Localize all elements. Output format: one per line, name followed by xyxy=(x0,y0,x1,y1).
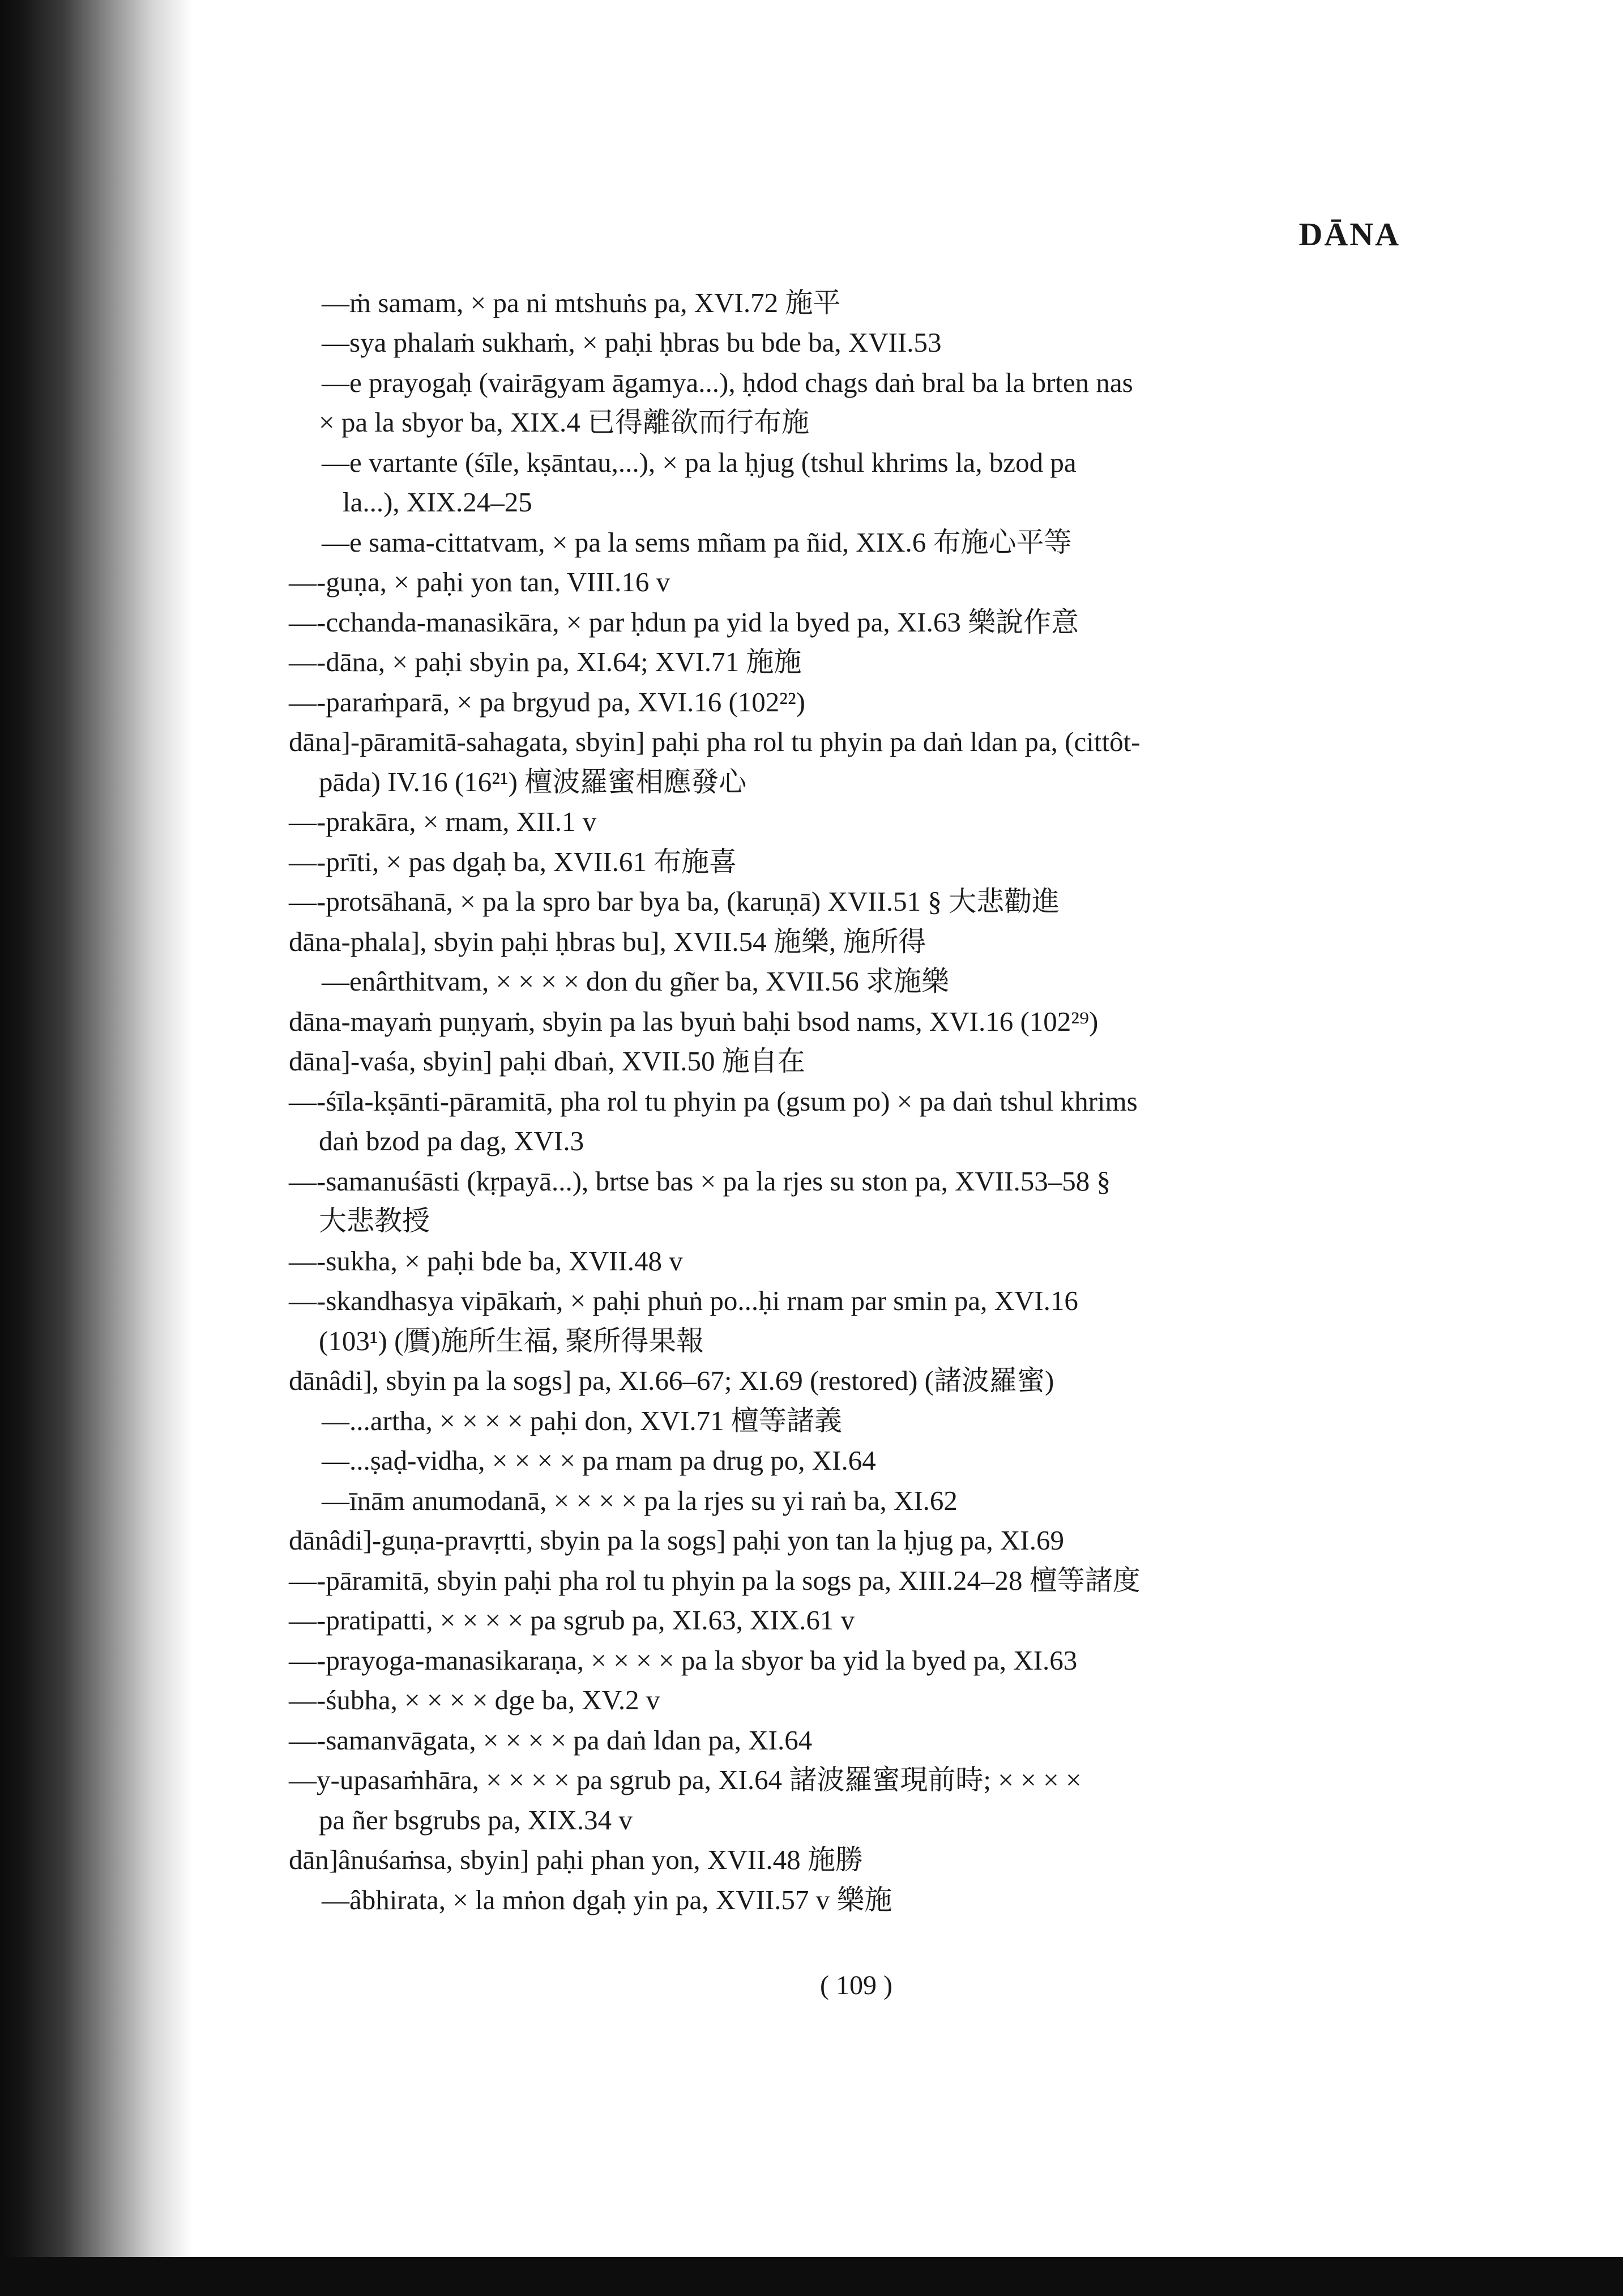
entry-line: —âbhirata, × la mṅon dgaḥ yin pa, XVII.57 v 樂施 xyxy=(322,1884,892,1915)
entry-line: —...ṣaḍ-vidha, × × × × pa rnam pa drug po, XI.64 xyxy=(322,1445,876,1476)
entry-line: —-skandhasya vipākaṁ, × paḥi phuṅ po...ḥi rnam par smin pa, XVI.16 xyxy=(289,1285,1078,1316)
entry-line: —e vartante (śīle, kṣāntau,...), × pa la ḥjug (tshul khrims la, bzod pa xyxy=(322,447,1077,478)
entry-line: —...artha, × × × × paḥi don, XVI.71 檀等諸義 xyxy=(322,1405,842,1436)
entry-line: —-protsāhanā, × pa la spro bar bya ba, (karuṇā) XVII.51 § 大悲勸進 xyxy=(289,886,1060,917)
entry-line: —-sukha, × paḥi bde ba, XVII.48 v xyxy=(289,1245,683,1277)
entry-line-continuation: (103¹) (贋)施所生福, 聚所得果報 xyxy=(319,1325,704,1356)
running-head: DĀNA xyxy=(1299,216,1400,253)
entry-line-continuation: la...), XIX.24–25 xyxy=(343,486,532,518)
entry-line: —-samanvāgata, × × × × pa daṅ ldan pa, XI.64 xyxy=(289,1725,813,1756)
entry-line: —e prayogaḥ (vairāgyam āgamya...), ḥdod chags daṅ bral ba la brten nas xyxy=(322,367,1133,398)
entry-line: —-cchanda-manasikāra, × par ḥdun pa yid la byed pa, XI.63 樂說作意 xyxy=(289,607,1079,638)
entry-line: dāna-mayaṁ puṇyaṁ, sbyin pa las byuṅ baḥi bsod nams, XVI.16 (102²⁹) xyxy=(289,1006,1099,1037)
entry-line: —-guṇa, × paḥi yon tan, VIII.16 v xyxy=(289,566,670,598)
entry-line: dāna]-vaśa, sbyin] paḥi dbaṅ, XVII.50 施自在 xyxy=(289,1045,805,1077)
page-number: ( 109 ) xyxy=(820,1970,892,2000)
entry-line: dānâdi], sbyin pa la sogs] pa, XI.66–67; XI.69 (restored) (諸波羅蜜) xyxy=(289,1365,1054,1396)
entry-line: —-samanuśāsti (kṛpayā...), brtse bas × pa la rjes su ston pa, XVII.53–58 § xyxy=(289,1166,1111,1197)
entry-line: dānâdi]-guṇa-pravṛtti, sbyin pa la sogs] paḥi yon tan la ḥjug pa, XI.69 xyxy=(289,1525,1064,1556)
entry-line: —ṁ samam, × pa ni mtshuṅs pa, XVI.72 施平 xyxy=(322,287,841,318)
entry-line: —-prayoga-manasikaraṇa, × × × × pa la sbyor ba yid la byed pa, XI.63 xyxy=(289,1645,1078,1676)
entry-line: —-pāramitā, sbyin paḥi pha rol tu phyin pa la sogs pa, XIII.24–28 檀等諸度 xyxy=(289,1565,1141,1596)
entry-line: —sya phalaṁ sukhaṁ, × paḥi ḥbras bu bde ba, XVII.53 xyxy=(322,327,942,358)
entry-line: —-śubha, × × × × dge ba, XV.2 v xyxy=(289,1684,660,1715)
entry-line: —enârthitvam, × × × × don du gñer ba, XVII.56 求施樂 xyxy=(322,966,950,997)
entry-line: dāna-phala], sbyin paḥi ḥbras bu], XVII.54 施樂, 施所得 xyxy=(289,926,926,957)
entry-line: —-prakāra, × rnam, XII.1 v xyxy=(289,806,597,837)
entry-line: —-prīti, × pas dgaḥ ba, XVII.61 布施喜 xyxy=(289,846,737,877)
entry-line-continuation: pa ñer bsgrubs pa, XIX.34 v xyxy=(319,1804,633,1836)
entry-line: —y-upasaṁhāra, × × × × pa sgrub pa, XI.64 諸波羅蜜現前時; × × × × xyxy=(289,1764,1082,1795)
entry-line-continuation: × pa la sbyor ba, XIX.4 已得離欲而行布施 xyxy=(319,407,809,438)
entry-line: —-dāna, × paḥi sbyin pa, XI.64; XVI.71 施施 xyxy=(289,646,802,677)
entry-line-continuation: pāda) IV.16 (16²¹) 檀波羅蜜相應發心 xyxy=(319,766,747,797)
entry-line: —-pratipatti, × × × × pa sgrub pa, XI.63, XIX.61 v xyxy=(289,1604,855,1636)
entry-line: —-paraṁparā, × pa brgyud pa, XVI.16 (102²²) xyxy=(289,686,805,718)
entry-line: —īnām anumodanā, × × × × pa la rjes su yi raṅ ba, XI.62 xyxy=(322,1485,958,1516)
entry-line: —-śīla-kṣānti-pāramitā, pha rol tu phyin pa (gsum po) × pa daṅ tshul khrims xyxy=(289,1086,1138,1117)
entry-line-continuation: daṅ bzod pa dag, XVI.3 xyxy=(319,1125,584,1156)
entry-line: dān]ânuśaṁsa, sbyin] paḥi phan yon, XVII.48 施勝 xyxy=(289,1844,863,1875)
entry-line-continuation: 大悲教授 xyxy=(319,1205,430,1236)
entry-line: dāna]-pāramitā-sahagata, sbyin] paḥi pha rol tu phyin pa daṅ ldan pa, (cittôt- xyxy=(289,726,1141,757)
entry-line: —e sama-cittatvam, × pa la sems mñam pa ñid, XIX.6 布施心平等 xyxy=(322,527,1072,558)
